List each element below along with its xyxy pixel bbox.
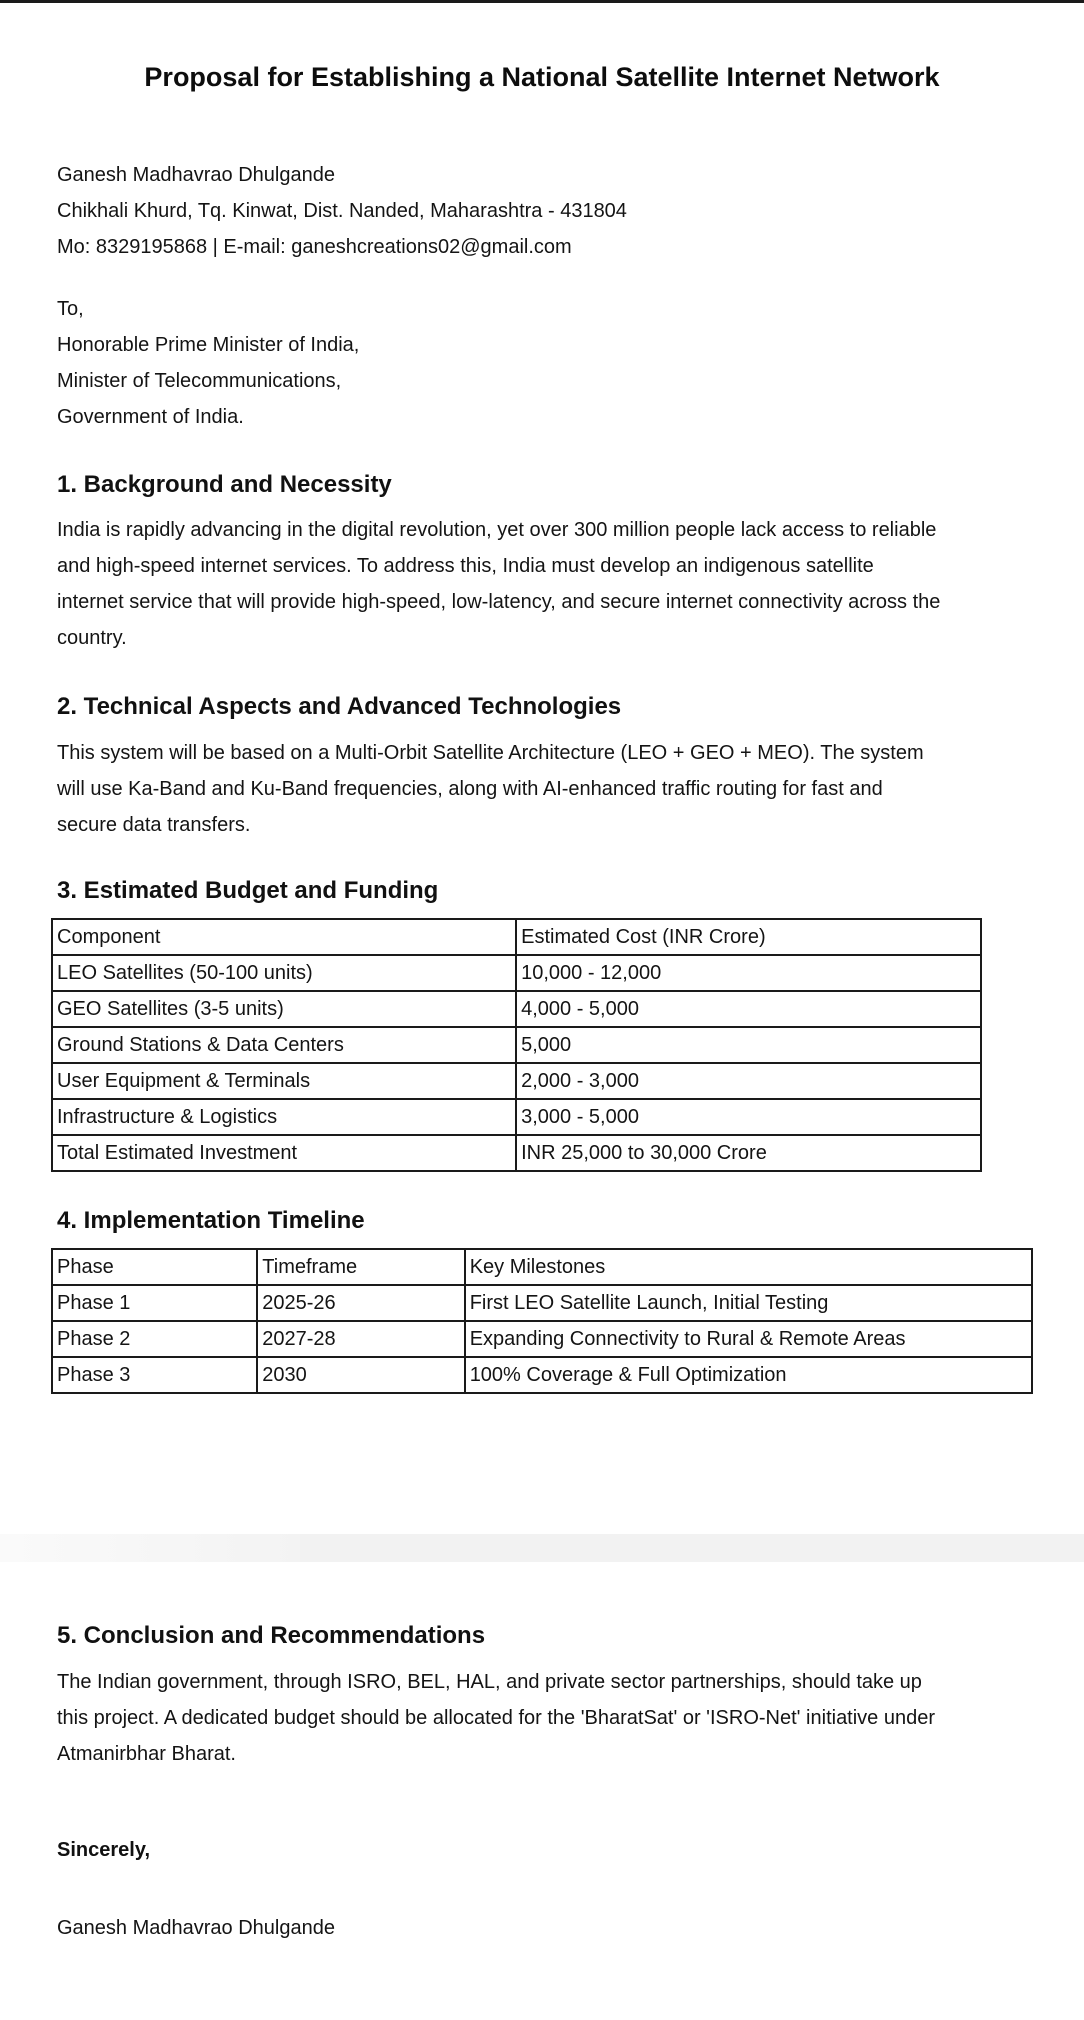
paragraph-line: country. bbox=[57, 627, 127, 649]
paragraph-line: and high-speed internet services. To address this, India must develop an indigenous satellite bbox=[57, 555, 874, 577]
table-cell: 10,000 - 12,000 bbox=[516, 955, 981, 991]
section-heading-budget: 3. Estimated Budget and Funding bbox=[57, 877, 439, 904]
table-row bbox=[52, 1027, 981, 1063]
sender-contact: Mo: 8329195868 | E-mail: ganeshcreations02@gmail.com bbox=[57, 236, 572, 258]
recipient-block bbox=[57, 291, 359, 435]
table-header-cell: Key Milestones bbox=[465, 1249, 1032, 1285]
table-row bbox=[52, 955, 981, 991]
table-header-row bbox=[52, 919, 981, 955]
technical-paragraph bbox=[57, 735, 1037, 843]
table-header-row bbox=[52, 1249, 1032, 1285]
table-cell: 4,000 - 5,000 bbox=[516, 991, 981, 1027]
top-border bbox=[0, 0, 1084, 3]
table-header-cell: Timeframe bbox=[257, 1249, 464, 1285]
section-heading-background: 1. Background and Necessity bbox=[57, 471, 392, 498]
sender-address: Chikhali Khurd, Tq. Kinwat, Dist. Nanded, Maharashtra - 431804 bbox=[57, 200, 627, 222]
table-cell: Total Estimated Investment bbox=[52, 1135, 516, 1171]
paragraph-line: this project. A dedicated budget should be allocated for the 'BharatSat' or 'ISRO-Net' initiative under bbox=[57, 1707, 936, 1729]
table-cell: INR 25,000 to 30,000 Crore bbox=[516, 1135, 981, 1171]
signature-name: Ganesh Madhavrao Dhulgande bbox=[57, 1917, 335, 1939]
table-row bbox=[52, 1063, 981, 1099]
recipient-line: Government of India. bbox=[57, 406, 244, 428]
table-row bbox=[52, 991, 981, 1027]
table-cell: Ground Stations & Data Centers bbox=[52, 1027, 516, 1063]
background-paragraph bbox=[57, 512, 1037, 656]
table-cell: 2030 bbox=[257, 1357, 464, 1393]
table-row bbox=[52, 1099, 981, 1135]
conclusion-paragraph bbox=[57, 1664, 1037, 1772]
section-heading-technical: 2. Technical Aspects and Advanced Technologies bbox=[57, 693, 622, 720]
table-cell: User Equipment & Terminals bbox=[52, 1063, 516, 1099]
table-cell: Infrastructure & Logistics bbox=[52, 1099, 516, 1135]
table-cell: LEO Satellites (50-100 units) bbox=[52, 955, 516, 991]
paragraph-line: secure data transfers. bbox=[57, 814, 251, 836]
paragraph-line: internet service that will provide high-speed, low-latency, and secure internet connectivity across the bbox=[57, 591, 941, 613]
table-cell: 2,000 - 3,000 bbox=[516, 1063, 981, 1099]
document-title: Proposal for Establishing a National Satellite Internet Network bbox=[144, 62, 940, 92]
table-row bbox=[52, 1321, 1032, 1357]
timeline-table bbox=[51, 1248, 1033, 1394]
paragraph-line: The Indian government, through ISRO, BEL, HAL, and private sector partnerships, should take up bbox=[57, 1671, 922, 1693]
table-header-cell: Phase bbox=[52, 1249, 257, 1285]
table-cell: GEO Satellites (3-5 units) bbox=[52, 991, 516, 1027]
table-header-cell: Component bbox=[52, 919, 516, 955]
table-cell: 2027-28 bbox=[257, 1321, 464, 1357]
table-cell: Phase 2 bbox=[52, 1321, 257, 1357]
table-row bbox=[52, 1357, 1032, 1393]
table-header-cell: Estimated Cost (INR Crore) bbox=[516, 919, 981, 955]
paragraph-line: India is rapidly advancing in the digital revolution, yet over 300 million people lack access to reliable bbox=[57, 519, 937, 541]
paragraph-line: This system will be based on a Multi-Orbit Satellite Architecture (LEO + GEO + MEO). The system bbox=[57, 742, 924, 764]
section-heading-conclusion: 5. Conclusion and Recommendations bbox=[57, 1622, 486, 1649]
section-heading-timeline: 4. Implementation Timeline bbox=[57, 1207, 365, 1234]
page-break-fade bbox=[0, 1534, 300, 1562]
table-cell: First LEO Satellite Launch, Initial Testing bbox=[465, 1285, 1032, 1321]
recipient-salutation: To, bbox=[57, 298, 84, 320]
valediction: Sincerely, bbox=[57, 1839, 151, 1861]
table-row-total bbox=[52, 1135, 981, 1171]
budget-table bbox=[51, 918, 982, 1172]
sender-block bbox=[57, 157, 627, 265]
table-cell: Expanding Connectivity to Rural & Remote Areas bbox=[465, 1321, 1032, 1357]
table-cell: 3,000 - 5,000 bbox=[516, 1099, 981, 1135]
sender-name: Ganesh Madhavrao Dhulgande bbox=[57, 164, 335, 186]
paragraph-line: will use Ka-Band and Ku-Band frequencies, along with AI-enhanced traffic routing for fast and bbox=[57, 778, 883, 800]
table-cell: Phase 1 bbox=[52, 1285, 257, 1321]
table-cell: 5,000 bbox=[516, 1027, 981, 1063]
table-cell: Phase 3 bbox=[52, 1357, 257, 1393]
recipient-line: Minister of Telecommunications, bbox=[57, 370, 342, 392]
table-row bbox=[52, 1285, 1032, 1321]
table-cell: 100% Coverage & Full Optimization bbox=[465, 1357, 1032, 1393]
page-break bbox=[0, 1534, 1084, 1562]
recipient-line: Honorable Prime Minister of India, bbox=[57, 334, 360, 356]
table-cell: 2025-26 bbox=[257, 1285, 464, 1321]
paragraph-line: Atmanirbhar Bharat. bbox=[57, 1743, 236, 1765]
